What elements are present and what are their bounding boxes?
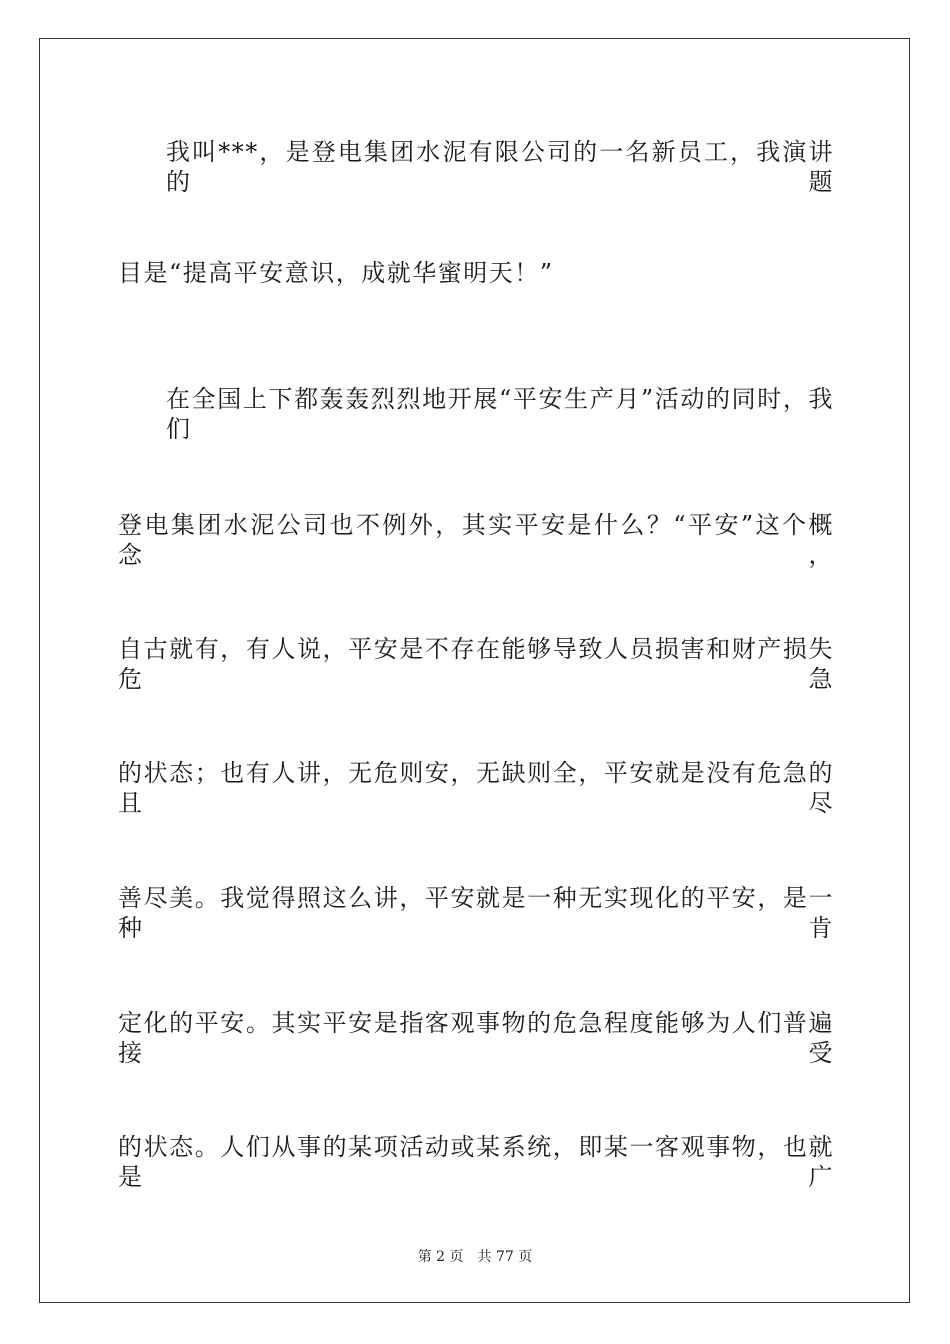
paragraph-line: 我叫***，是登电集团水泥有限公司的一名新员工，我演讲的题 (166, 138, 834, 196)
paragraph-line: 的状态；也有人讲，无危则安，无缺则全，平安就是没有危急的且尽 (118, 759, 834, 817)
page-footer (0, 1248, 950, 1266)
paragraph-line: 目是“提高平安意识，成就华蜜明天！” (118, 259, 554, 287)
paragraph-line: 自古就有，有人说，平安是不存在能够导致人员损害和财产损失危急 (118, 635, 834, 693)
paragraph-line: 在全国上下都轰轰烈烈地开展“平安生产月”活动的同时，我们 (166, 385, 834, 443)
paragraph-line: 的状态。人们从事的某项活动或某系统，即某一客观事物，也就是广 (118, 1133, 834, 1191)
page-number: 第 2 页 (417, 1249, 464, 1265)
paragraph-line: 定化的平安。其实平安是指客观事物的危急程度能够为人们普遍接受 (118, 1009, 834, 1067)
page-total: 共 77 页 (477, 1249, 533, 1265)
paragraph-line: 善尽美。我觉得照这么讲，平安就是一种无实现化的平安，是一种肯 (118, 884, 834, 942)
paragraph-line: 登电集团水泥公司也不例外，其实平安是什么？“平安”这个概念， (118, 511, 834, 569)
